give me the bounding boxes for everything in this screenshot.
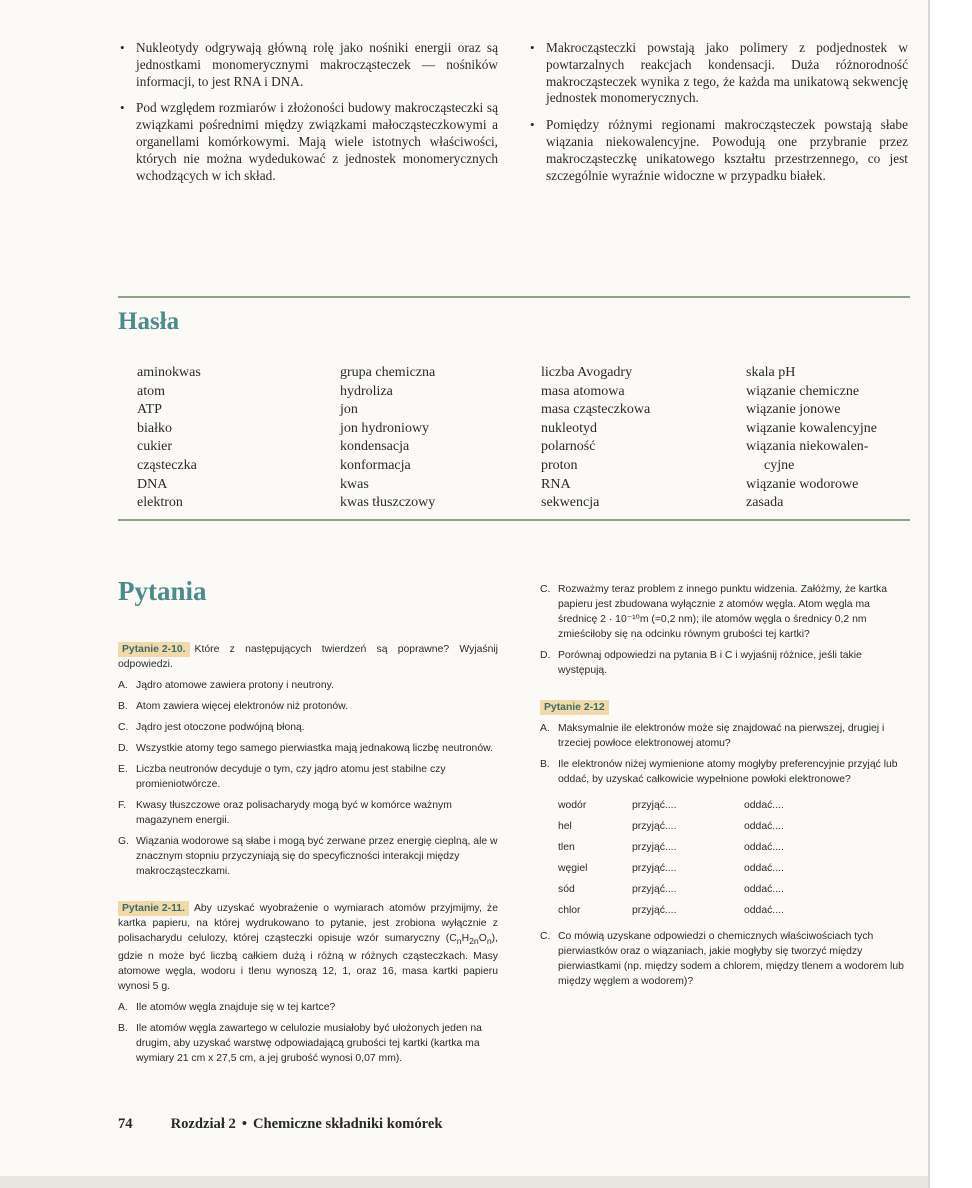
summary-bullet: • Makrocząsteczki powstają jako polimery z podjednostek w powtarzalnych reakcjach kondensacji. Duża różnorodność makrocząsteczek wynika z tego, że każda ma unikatową sekwencję jednostek monomerycznych.: [528, 40, 908, 107]
page-bottom-shadow: [0, 1176, 930, 1188]
summary-bullets-left: [118, 40, 498, 194]
glossary-term: nukleotyd: [541, 420, 597, 436]
glossary-term: ATP: [137, 402, 162, 418]
electron-table: [558, 795, 784, 921]
question-2-12-heading: [540, 700, 912, 715]
question-item: G. Wiązania wodorowe są słabe i mogą być zerwane przez energię cieplną, ale w znacznym stopniu przyczyniają się do specyficzności interakcji między makrocząsteczkami.: [118, 836, 498, 877]
summary-bullet: • Pod względem rozmiarów i złożoności budowy makrocząsteczki są związkami pośrednimi między związkami małocząsteczkowymi a organellami komórkowymi. Mają wiele istotnych właściwości, których nie można wydedukować z jednostek monomerycznych wchodzących w ich skład.: [118, 100, 498, 184]
glossary-term: jon: [340, 402, 358, 418]
table-row: sód przyjąć.... oddać....: [558, 884, 784, 895]
chapter-title: Chemiczne składniki komórek: [252, 1116, 443, 1132]
chapter-label: Rozdział 2: [170, 1116, 236, 1132]
glossary-term: masa atomowa: [541, 383, 625, 399]
question-item: B. Ile atomów węgla zawartego w celulozie musiałoby być ułożonych jeden na drugim, aby uzyskać warstwę odpowiadającą grubości tej kartki (kartka ma wymiary 21 cm x 27,5 cm, a jej grubość wynosi 0,07 mm).: [118, 1023, 482, 1065]
table-row: hel przyjąć.... oddać....: [558, 821, 784, 832]
question-item: E. Liczba neutronów decyduje o tym, czy jądro atomu jest stabilne czy promieniotwórcze.: [118, 764, 446, 790]
glossary-term: hydroliza: [340, 383, 393, 399]
glossary-term: aminokwas: [137, 365, 201, 380]
glossary-term: atom: [137, 383, 165, 399]
question-label: Pytanie 2-12: [540, 700, 609, 715]
section-title-hasla: Hasła: [118, 308, 180, 335]
glossary-term: masa cząsteczkowa: [541, 402, 651, 418]
glossary-term: konformacja: [340, 457, 411, 473]
question-label: Pytanie 2-11.: [118, 901, 189, 916]
section-divider: [118, 519, 910, 521]
questions-right-column: [540, 582, 912, 989]
glossary-term: cukier: [137, 439, 172, 455]
question-label: Pytanie 2-10.: [118, 642, 190, 657]
glossary-column: [340, 364, 435, 513]
question-item: F. Kwasy tłuszczowe oraz polisacharydy mogą być w komórce ważnym magazynem energii.: [118, 800, 452, 826]
table-row: wodór przyjąć.... oddać....: [558, 800, 784, 811]
glossary-column: [746, 364, 877, 513]
questions-left-column: [118, 642, 498, 1066]
summary-bullet: • Nukleotydy odgrywają główną rolę jako nośniki energii oraz są jednostkami monomerycznymi makrocząsteczek — nośników informacji, to jest RNA i DNA.: [118, 40, 498, 90]
glossary-term: liczba Avogadry: [541, 365, 633, 380]
question-item: A. Ile atomów węgla znajduje się w tej kartce?: [118, 1002, 336, 1014]
question-item: D. Porównaj odpowiedzi na pytania B i C i wyjaśnij różnice, jeśli takie występują.: [540, 650, 862, 676]
question-item: A. Maksymalnie ile elektronów może się znajdować na pierwszej, drugiej i trzeciej powłoce elektronowej atomu?: [540, 723, 885, 749]
summary-bullet: • Pomiędzy różnymi regionami makrocząsteczek powstają słabe wiązania niekowalencyjne. Powodują one przybranie przez makrocząsteczkę unikatowego kształtu przestrzennego, co jest szczególnie wyraźnie widoczne w przypadku białek.: [528, 117, 908, 184]
glossary-term: kwas tłuszczowy: [340, 495, 436, 511]
glossary-term: wiązanie jonowe: [746, 402, 841, 418]
question-item: B. Ile elektronów niżej wymienione atomy mogłyby preferencyjnie przyjąć lub oddać, by uzyskać całkowicie wypełnione powłoki elektronowe?: [540, 759, 898, 785]
glossary-term: DNA: [137, 476, 168, 492]
section-divider: [118, 296, 910, 298]
glossary-term: cyjne: [764, 457, 795, 473]
glossary-term: kwas: [340, 476, 369, 492]
glossary-term: elektron: [137, 495, 183, 511]
question-item: D. Wszystkie atomy tego samego pierwiastka mają jednakową liczbę neutronów.: [118, 743, 493, 754]
question-2-10-intro: Pytanie 2-10. Które z następujących twierdzeń są poprawne? Wyjaśnij odpowiedzi.: [118, 644, 498, 670]
page-margin: [930, 0, 972, 1188]
question-item: A. Jądro atomowe zawiera protony i neutrony.: [118, 680, 334, 691]
table-row: chlor przyjąć.... oddać....: [558, 905, 784, 916]
question-item: C. Co mówią uzyskane odpowiedzi o chemicznych właściwościach tych pierwiastków oraz o wiązaniach, jakie mogłyby się tworzyć między pierwiastkami (np. między sodem a chlorem, między tlenem a wodorem lub między węglem a wodorem)?: [540, 931, 904, 987]
glossary-term: sekwencja: [541, 495, 600, 511]
glossary-column: [137, 364, 201, 513]
page-footer: 74 Rozdział 2 • Chemiczne składniki komórek: [118, 1116, 443, 1132]
glossary-term: zasada: [746, 495, 784, 511]
glossary-term: RNA: [541, 476, 571, 492]
glossary-term: wiązanie wodorowe: [746, 476, 859, 492]
table-row: węgiel przyjąć.... oddać....: [558, 863, 784, 874]
glossary-term: białko: [137, 420, 172, 436]
question-item: C. Jądro jest otoczone podwójną błoną.: [118, 722, 305, 733]
section-title-pytania: Pytania: [118, 576, 207, 606]
glossary-term: wiązanie kowalencyjne: [746, 420, 877, 436]
question-2-11-intro: Pytanie 2-11. Aby uzyskać wyobrażenie o wymiarach atomów przyjmijmy, że kartka papieru, na której wydrukowano to pytanie, jest zrobiona wyłącznie z polisacharydu celulozy, której cząsteczki opisuje wzór sumaryczny $(C_nH_{2n}O_n)$, gdzie n może być liczbą całkiem dużą i różną w różnych cząsteczkach. Masy atomowe węgla, wodoru i tlenu wynoszą 12, 1, oraz 16, masa kartki papieru wynosi 5 g.: [118, 903, 498, 993]
summary-bullets-right: [528, 40, 908, 194]
glossary-term: polarność: [541, 439, 596, 455]
glossary-term: wiązania niekowalen-: [746, 439, 869, 455]
glossary-term: kondensacja: [340, 439, 410, 455]
glossary-term: proton: [541, 457, 578, 473]
question-item: C. Rozważmy teraz problem z innego punktu widzenia. Załóżmy, że kartka papieru jest zbudowana wyłącznie z atomów węgla. Atom węgla ma średnicę 2 · 10⁻¹⁰m (=0,2 nm); ile atomów węgla o średnicy 0,2 nm zmieściłoby się na odcinku równym grubości tej kartki?: [540, 584, 887, 640]
glossary-term: wiązanie chemiczne: [746, 383, 860, 399]
table-row: tlen przyjąć.... oddać....: [558, 842, 784, 853]
glossary-term: cząsteczka: [137, 457, 197, 473]
question-item: B. Atom zawiera więcej elektronów niż protonów.: [118, 701, 348, 712]
glossary-term: jon hydroniowy: [340, 420, 430, 436]
glossary-term: skala pH: [746, 365, 796, 380]
glossary-column: [541, 364, 650, 513]
page-number: 74: [118, 1116, 133, 1132]
glossary-term: grupa chemiczna: [340, 365, 436, 380]
